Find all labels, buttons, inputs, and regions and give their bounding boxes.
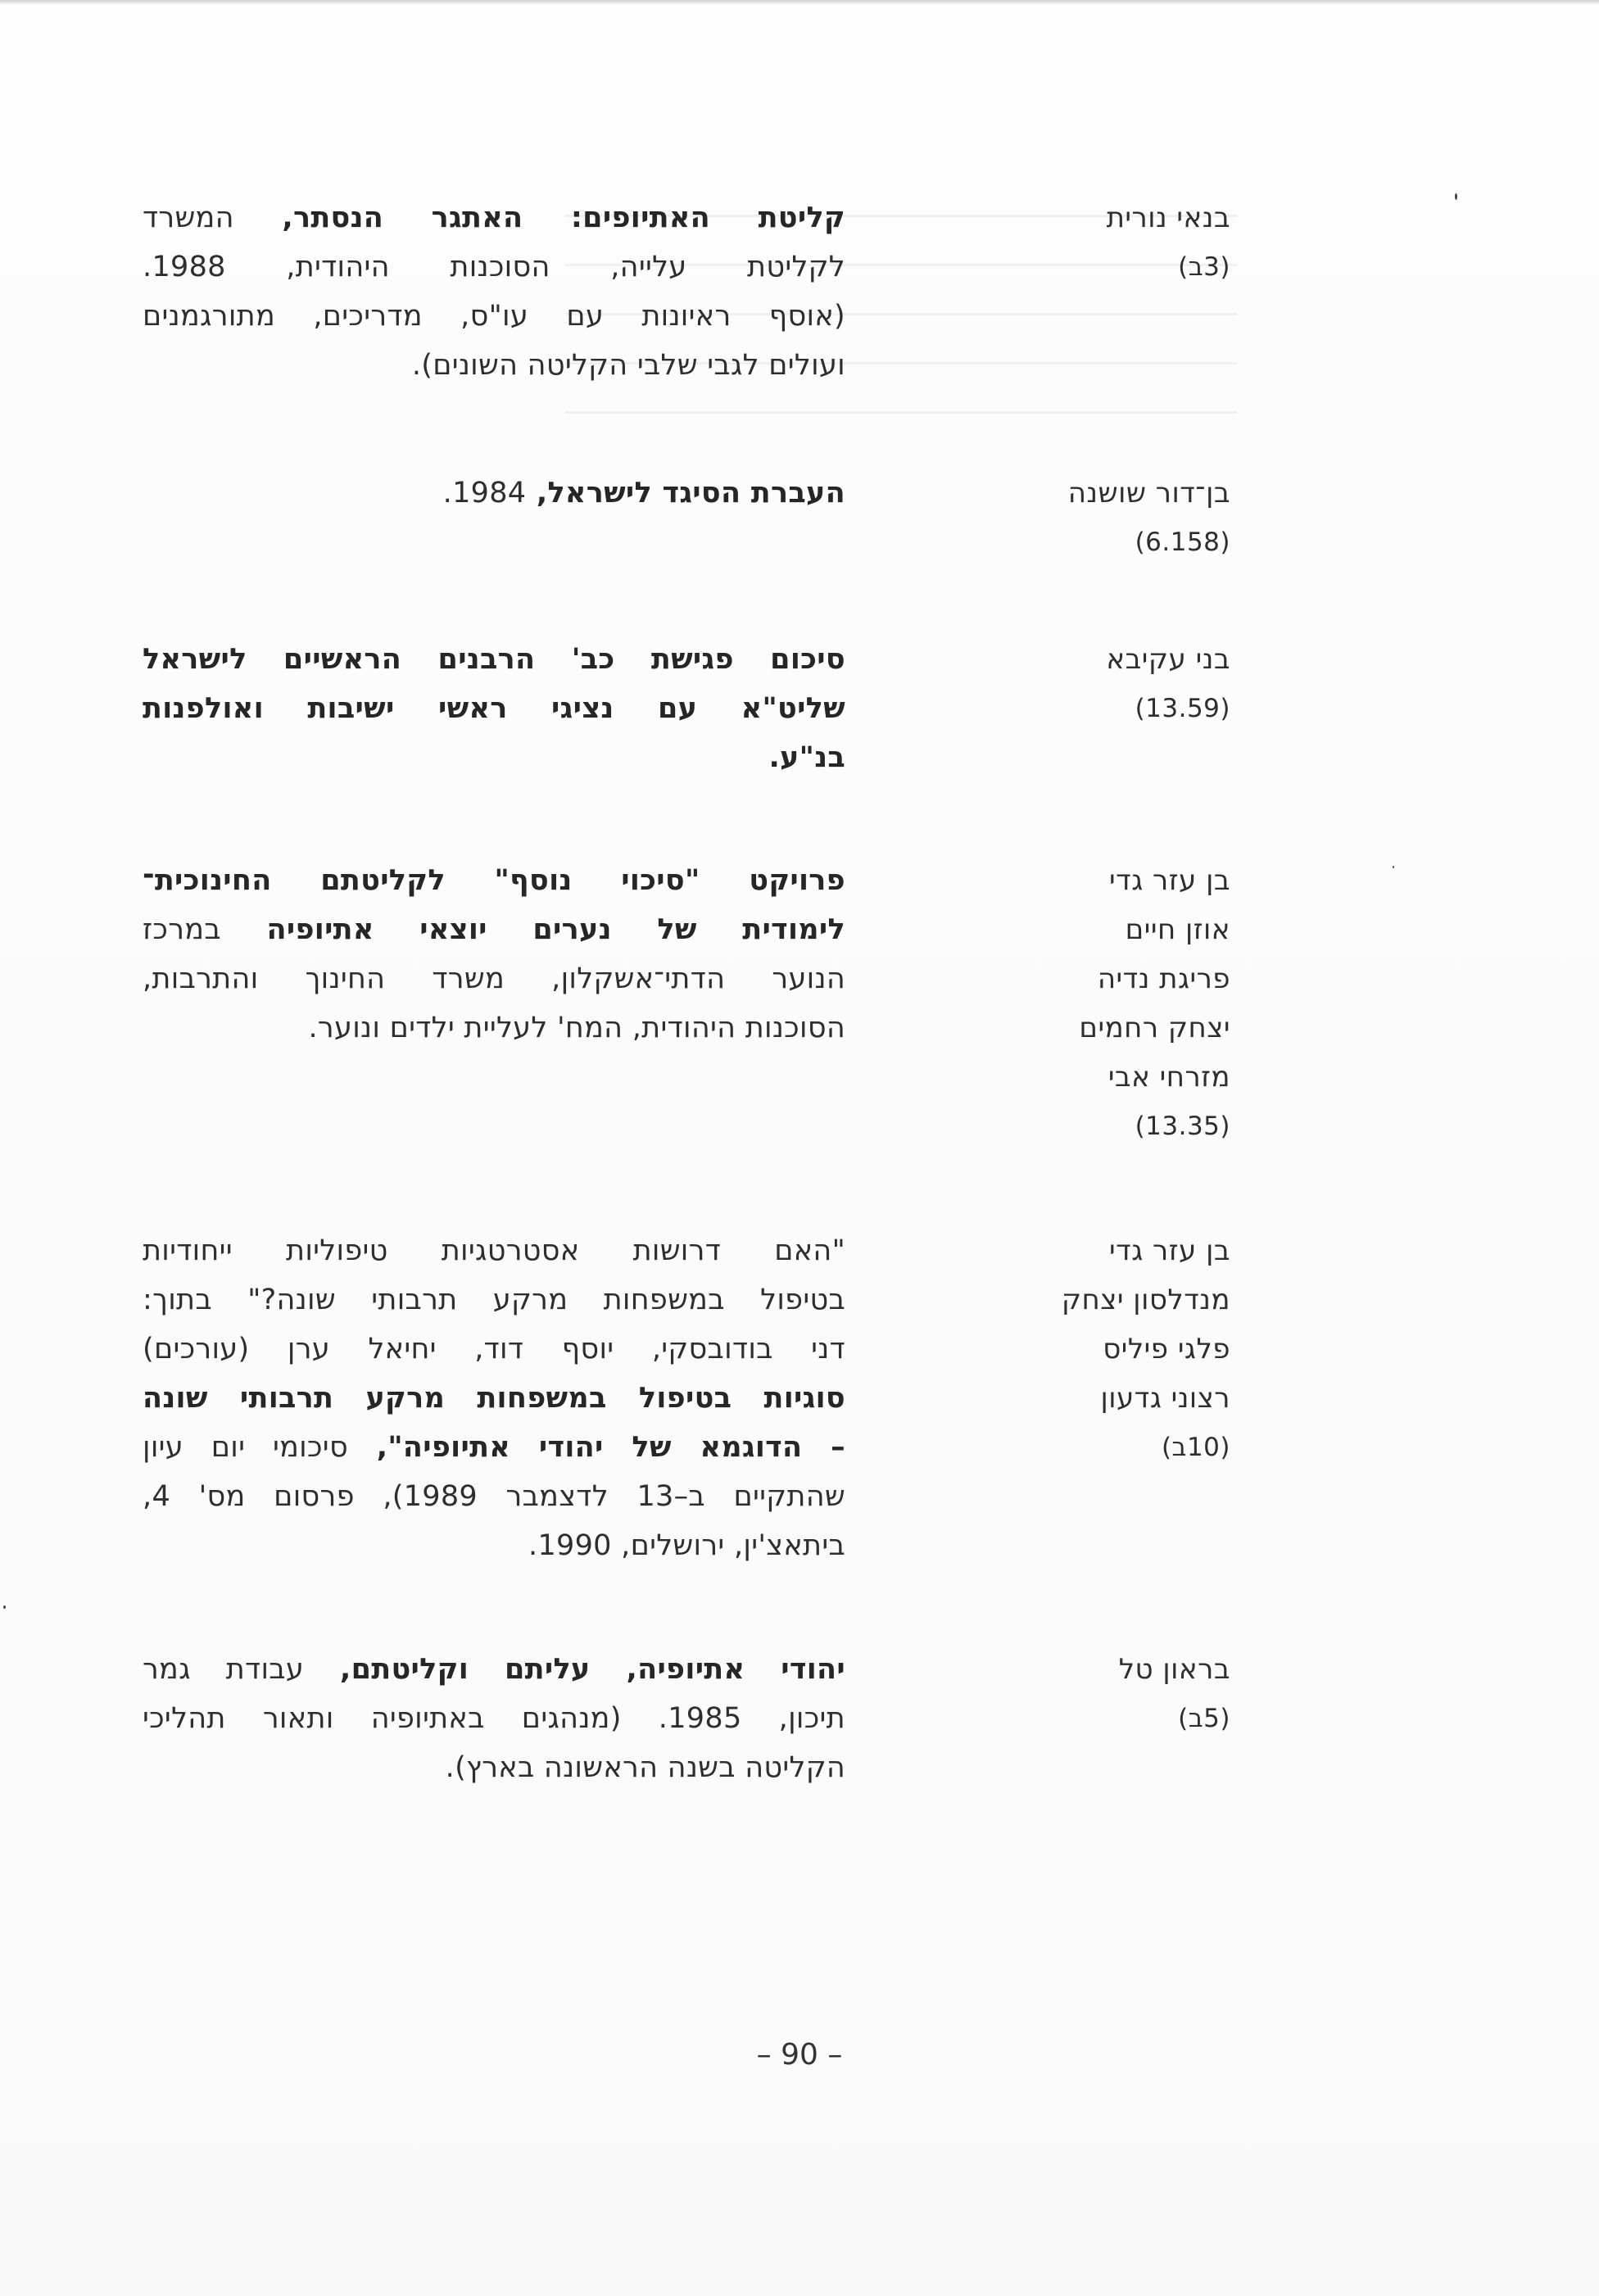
scan-speck [1393, 866, 1394, 868]
citation-text: שהתקיים ב–13 לדצמבר 1989), פרסום מס' 4, [143, 1480, 845, 1513]
citation-line [143, 1325, 845, 1374]
citation-line [143, 1423, 845, 1472]
citation-title: שליט"א עם נציגי ראשי ישיבות ואולפנות [143, 692, 845, 725]
citation-text: הנוער הדתי־אשקלון, משרד החינוך והתרבות, [143, 962, 845, 995]
entry-citation [143, 469, 845, 518]
citation-text: 1984. [442, 477, 527, 509]
citation-text: במרכז [143, 913, 221, 946]
entry-authors [985, 1226, 1230, 1472]
citation-text: עבודת גמר [143, 1653, 305, 1686]
bibliography-entry [143, 856, 1230, 1151]
bleed-through-mark [565, 411, 1237, 414]
citation-title: סוגיות בטיפול במשפחות מרקע תרבותי שונה [143, 1382, 845, 1415]
author-name: בן־דור שושנה [1067, 477, 1230, 509]
catalog-code: (6.158) [1135, 528, 1230, 557]
catalog-code: (ב3) [1178, 252, 1230, 282]
entry-citation [143, 856, 845, 1053]
citation-line [143, 954, 845, 1003]
scan-speck [3, 1605, 6, 1609]
citation-line [143, 193, 845, 242]
author-name: בראון טל [1118, 1653, 1230, 1686]
entry-citation [143, 193, 845, 390]
citation-text: דני בודובסקי, יוסף דוד, יחיאל ערן (עורכים) [143, 1333, 845, 1365]
page-number: – 90 – [756, 2038, 843, 2072]
entry-authors [985, 1645, 1230, 1743]
citation-line [143, 292, 845, 341]
entry-citation [143, 635, 845, 782]
catalog-code: (ב5) [1178, 1704, 1230, 1733]
citation-title: סיכום פגישת כב' הרבנים הראשיים לישראל [143, 643, 845, 676]
author-name: בני עקיבא [1106, 643, 1230, 676]
citation-text: בטיפול במשפחות מרקע תרבותי שונה?" בתוך: [143, 1284, 845, 1316]
citation-line [143, 1645, 845, 1694]
author-name: מנדלסון יצחק [1061, 1284, 1230, 1316]
citation-text: ועולים לגבי שלבי הקליטה השונים). [411, 349, 845, 382]
bibliography-entry [143, 1226, 1230, 1570]
citation-line [143, 905, 845, 954]
citation-line [143, 1226, 845, 1275]
citation-text: הסוכנות היהודית, המח' לעליית ילדים ונוער. [308, 1012, 845, 1044]
citation-title: לימודית של נערים יוצאי אתיופיה [220, 913, 845, 946]
entry-authors [985, 469, 1230, 567]
catalog-code: (13.35) [1135, 1112, 1230, 1141]
citation-line [143, 684, 845, 733]
citation-line [143, 1743, 845, 1792]
entry-citation [143, 1226, 845, 1570]
citation-line [143, 1374, 845, 1423]
citation-line [143, 1694, 845, 1743]
author-name: אוזן חיים [1125, 913, 1230, 946]
citation-line [143, 242, 845, 292]
citation-text: הקליטה בשנה הראשונה בארץ). [445, 1751, 845, 1784]
citation-line [143, 341, 845, 390]
citation-line [143, 635, 845, 684]
citation-text: ביתאצ'ין, ירושלים, 1990. [528, 1529, 845, 1562]
entry-authors [985, 635, 1230, 733]
bibliography-entry [143, 1645, 1230, 1792]
citation-line [143, 1472, 845, 1521]
citation-line [143, 733, 845, 782]
citation-text: "האם דרושות אסטרטגיות טיפוליות ייחודיות [143, 1234, 845, 1267]
citation-title: העברת הסיגד לישראל, [526, 477, 845, 509]
author-name: יצחק רחמים [1079, 1012, 1230, 1044]
entry-authors [985, 193, 1230, 292]
citation-text: המשרד [143, 202, 234, 234]
author-name: מזרחי אבי [1108, 1061, 1230, 1094]
citation-text: (אוסף ראיונות עם עו"ס, מדריכים, מתורגמנים [143, 300, 845, 333]
citation-title: בנ"ע. [768, 741, 845, 774]
citation-text: לקליטת עלייה, הסוכנות היהודית, 1988. [143, 251, 845, 283]
citation-line [143, 856, 845, 905]
citation-title: – הדוגמא של יהודי אתיופיה", [347, 1431, 845, 1464]
bibliography-entry [143, 193, 1230, 390]
entry-citation [143, 1645, 845, 1792]
author-name: בנאי נורית [1106, 202, 1230, 234]
catalog-code: (ב10) [1161, 1433, 1230, 1462]
citation-title: קליטת האתיופים: האתגר הנסתר, [233, 202, 845, 234]
bibliography-entry [149, 469, 1230, 567]
citation-line [143, 1003, 845, 1053]
scan-speck [1455, 193, 1457, 200]
page-top-edge [0, 0, 1599, 5]
author-name: פריגת נדיה [1097, 962, 1230, 995]
citation-title: יהודי אתיופיה, עליתם וקליטתם, [304, 1653, 845, 1686]
bibliography-entry [143, 635, 1230, 782]
author-name: רצוני גדעון [1100, 1382, 1230, 1415]
citation-title: פרויקט "סיכוי נוסף" לקליטתם החינוכית־ [143, 864, 845, 897]
catalog-code: (13.59) [1135, 694, 1230, 723]
citation-line [143, 469, 845, 518]
author-name: בן עזר גדי [1109, 1234, 1230, 1267]
citation-line [143, 1521, 845, 1570]
entry-authors [985, 856, 1230, 1151]
author-name: בן עזר גדי [1109, 864, 1230, 897]
citation-line [143, 1275, 845, 1325]
citation-text: תיכון, 1985. (מנהגים באתיופיה ותאור תהליכי [143, 1702, 845, 1735]
author-name: פלגי פיליס [1103, 1333, 1230, 1365]
citation-text: סיכומי יום עיון [143, 1431, 348, 1464]
